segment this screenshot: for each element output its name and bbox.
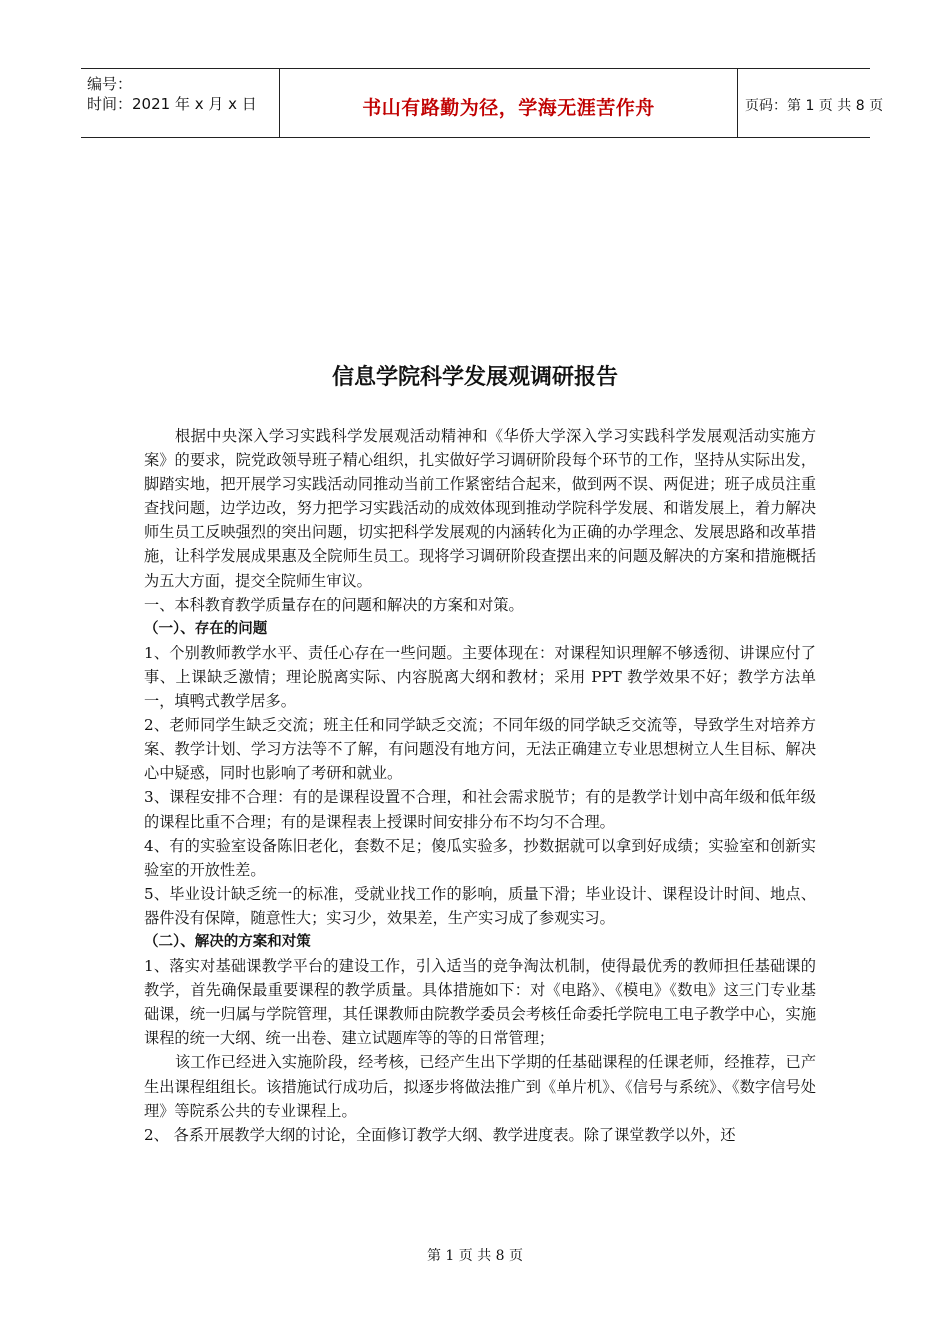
subsection-heading-solutions: （二）、解决的方案和对策 <box>144 933 311 950</box>
header-left-cell <box>81 69 279 137</box>
document-number-label: 编号： <box>87 75 133 93</box>
header-motto: 书山有路勤为径，学海无涯苦作舟 <box>362 97 655 119</box>
document-title: 信息学院科学发展观调研报告 <box>331 365 618 390</box>
problem-item-1: 1、个别教师教学水平、责任心存在一些问题。主要体现在：对课程知识理解不够透彻、讲课应付了事、上课缺乏激情；理论脱离实际、内容脱离大纲和教材；采用 PPT 教学效果不好；教学方法单一，填鸭式教学居多。 <box>144 643 816 711</box>
document-time-label: 时间：2021 年 x 月 x 日 <box>87 95 257 113</box>
solution-item-2: 2、 各系开展教学大纲的讨论，全面修订教学大纲、教学进度表。除了课堂教学以外，还 <box>144 1125 736 1144</box>
paragraph-intro: 根据中央深入学习实践科学发展观活动精神和《华侨大学深入学习实践科学发展观活动实施方案》的要求，院党政领导班子精心组织，扎实做好学习调研阶段每个环节的工作，坚持从实际出发，脚踏实地，把开展学习实践活动同推动当前工作紧密结合起来，做到两不误、两促进；班子成员注重查找问题，边学边改，努力把学习实践活动的成效体现到推动学院科学发展、和谐发展上，着力解决师生员工反映强烈的突出问题，切实把科学发展观的内涵转化为正确的办学理念、发展思路和改革措施，让科学发展成果惠及全院师生员工。现将学习调研阶段查摆出来的问题及解决的方案和措施概括为五大方面，提交全院师生审议。 <box>144 427 816 590</box>
problem-item-5: 5、毕业设计缺乏统一的标准，受就业找工作的影响，质量下滑；毕业设计、课程设计时间、地点、器件没有保障，随意性大；实习少，效果差，生产实习成了参观实习。 <box>144 884 816 927</box>
problem-item-2: 2、老师同学生缺乏交流；班主任和同学缺乏交流；不同年级的同学缺乏交流等，导致学生对培养方案、教学计划、学习方法等不了解，有问题没有地方问，无法正确建立专业思想树立人生目标、解决心中疑惑，同时也影响了考研和就业。 <box>144 716 816 783</box>
header-center-cell <box>279 69 738 137</box>
header-right-cell <box>737 69 884 137</box>
document-body <box>144 424 816 1147</box>
subsection-heading-problems: （一）、存在的问题 <box>144 620 268 637</box>
page-footer: 第 1 页 共 8 页 <box>426 1248 524 1264</box>
header-page-info: 页码：第 1 页 共 8 页 <box>745 98 884 114</box>
solution-item-1-followup: 该工作已经进入实施阶段，经考核，已经产生出下学期的任基础课程的任课老师，经推荐，已产生出课程组组长。该措施试行成功后，拟逐步将做法推广到《单片机》、《信号与系统》、《数字信号处理》等院系公共的专业课程上。 <box>144 1053 816 1120</box>
section-heading-1: 一、本科教育教学质量存在的问题和解决的方案和对策。 <box>144 595 524 614</box>
header-table <box>81 68 884 138</box>
solution-item-1: 1、落实对基础课教学平台的建设工作，引入适当的竞争淘汰机制，使得最优秀的教师担任基础课的教学，首先确保最重要课程的教学质量。具体措施如下：对《电路》、《模电》《数电》这三门专业基础课，统一归属与学院管理，其任课教师由院教学委员会考核任命委托学院电工电子教学中心，实施课程的统一大纲、统一出卷、建立试题库等的等的日常管理； <box>144 957 816 1048</box>
problem-item-4: 4、有的实验室设备陈旧老化，套数不足；傻瓜实验多，抄数据就可以拿到好成绩；实验室和创新实验室的开放性差。 <box>144 836 816 879</box>
problem-item-3: 3、课程安排不合理：有的是课程设置不合理，和社会需求脱节；有的是教学计划中高年级和低年级的课程比重不合理；有的是课程表上授课时间安排分布不均匀不合理。 <box>144 788 816 831</box>
